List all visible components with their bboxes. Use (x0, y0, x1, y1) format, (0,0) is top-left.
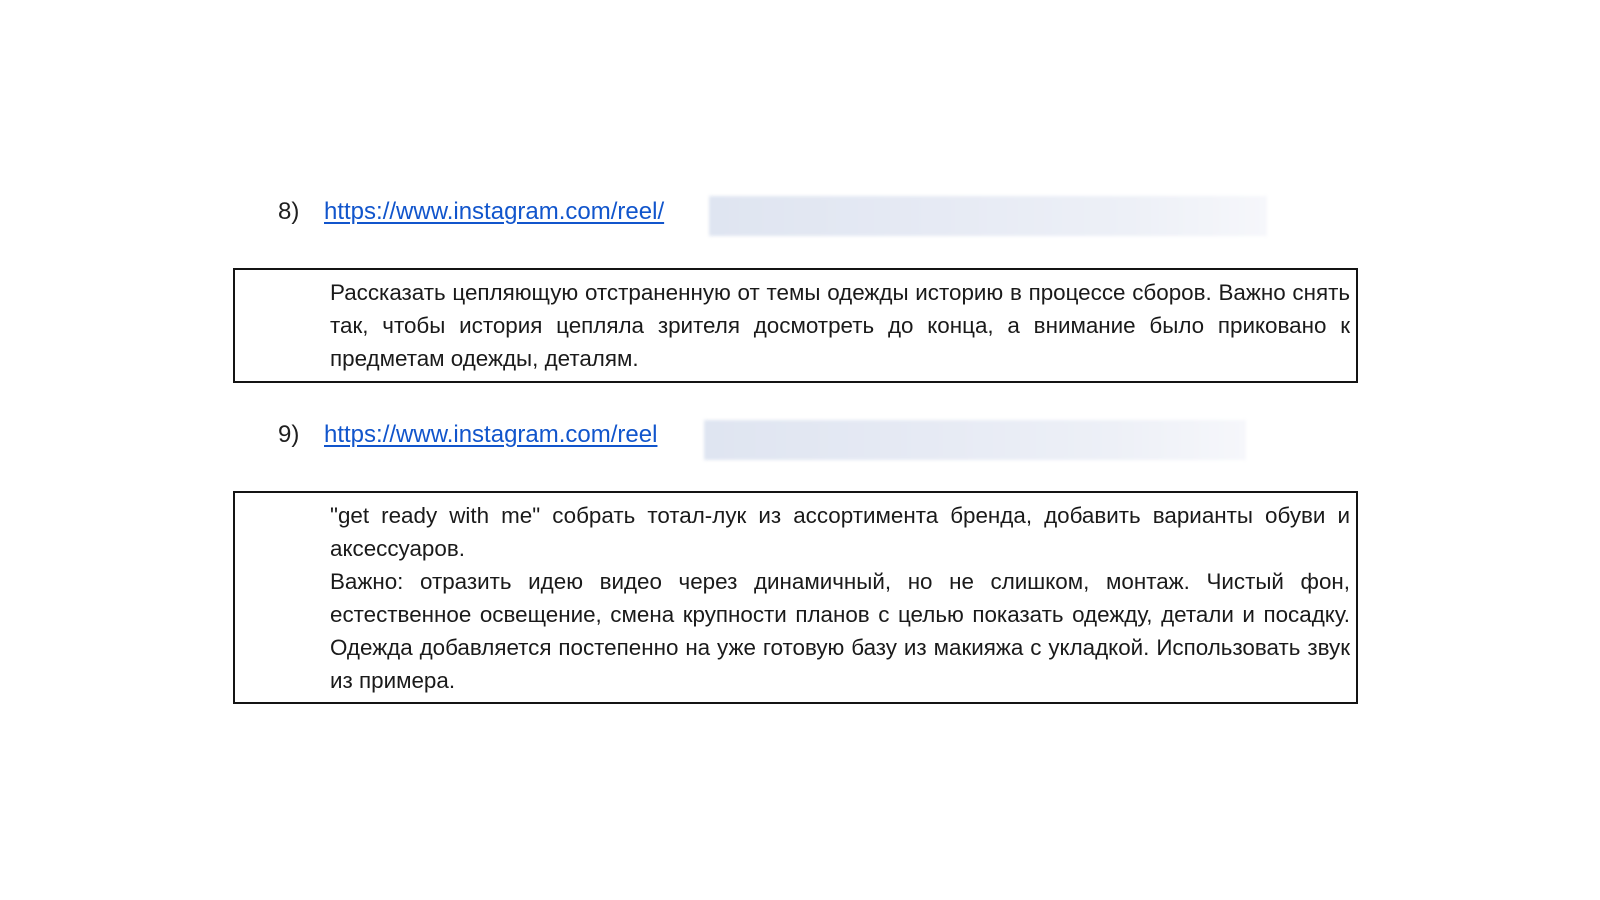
description-box (233, 268, 1358, 383)
item-number: 8) (278, 198, 300, 225)
redacted-url-area (704, 420, 1246, 460)
instagram-reel-link[interactable]: https://www.instagram.com/reel (324, 421, 658, 448)
list-item-8 (278, 190, 664, 234)
description-paragraph: Важно: отразить идею видео через динамичный, но не слишком, монтаж. Чистый фон, естественное освещение, смена крупности планов с целью показать одежду, детали и посадку. Одежда добавляется постепенно на уже готовую базу из макияжа с укладкой. Использовать звук из примера. (330, 569, 1350, 693)
description-text (330, 499, 1350, 697)
redacted-url-area (709, 196, 1267, 236)
description-paragraph: Рассказать цепляющую отстраненную от темы одежды историю в процессе сборов. Важно снять так, чтобы история цепляла зрителя досмотреть до конца, а внимание было приковано к предметам одежды, деталям. (330, 280, 1350, 371)
description-box (233, 491, 1358, 704)
description-text (330, 276, 1350, 375)
description-paragraph: "get ready with me" собрать тотал-лук из ассортимента бренда, добавить варианты обуви и аксессуаров. (330, 503, 1350, 561)
list-item-9 (278, 413, 657, 457)
instagram-reel-link[interactable]: https://www.instagram.com/reel/ (324, 198, 665, 225)
item-number: 9) (278, 421, 300, 448)
